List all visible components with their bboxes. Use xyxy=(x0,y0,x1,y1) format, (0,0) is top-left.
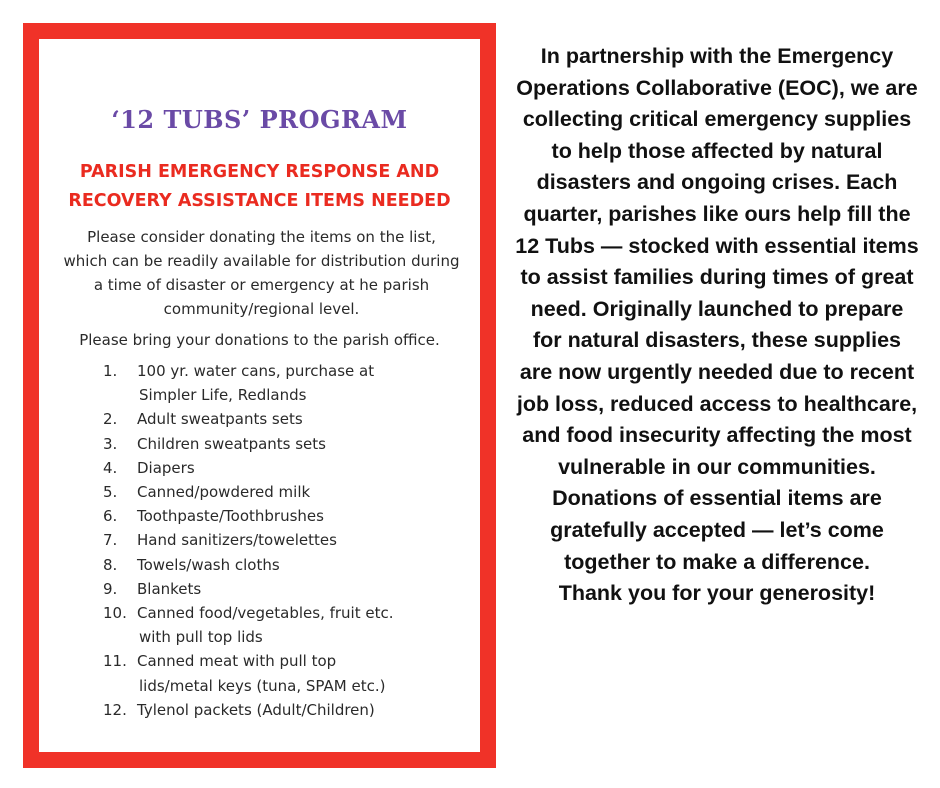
list-item xyxy=(39,601,437,649)
subtitle-line-1: PARISH EMERGENCY RESPONSE AND xyxy=(79,162,440,182)
item-number: 8. xyxy=(103,555,118,574)
message-body: In partnership with the Emergency Operations Collaborative (EOC), we are collecting critical emergency supplies to help those affected by natural disasters and ongoing crises. Each quarter, parishes like ours help fill the 12 Tubs — stocked with essential items to assist families during times of great need. Originally launched to prepare for natural disasters, these supplies are now urgently needed due to recent job loss, reduced access to healthcare, and food insecurity affecting the most vulnerable in our communities. Donations of essential items are gratefully accepted — let’s come together to make a difference. xyxy=(515,44,919,574)
partnership-message xyxy=(514,41,920,610)
item-text: Toothpaste/Toothbrushes xyxy=(137,507,324,526)
item-number: 11. xyxy=(103,652,127,671)
item-text: Towels/wash cloths xyxy=(137,555,280,574)
item-text: Canned meat with pull top xyxy=(137,652,337,671)
list-item xyxy=(39,359,437,407)
item-text: Blankets xyxy=(137,579,202,598)
item-text: 100 yr. water cans, purchase at xyxy=(137,362,375,380)
item-text: Canned/powdered milk xyxy=(137,483,311,502)
flyer-subtitle xyxy=(39,158,480,216)
list-item xyxy=(39,432,437,456)
item-number: 3. xyxy=(103,434,118,453)
list-item xyxy=(39,480,437,504)
list-item xyxy=(39,504,437,528)
item-number: 12. xyxy=(103,700,127,719)
item-text: Children sweatpants sets xyxy=(137,434,326,453)
item-number: 9. xyxy=(103,579,118,598)
item-text: Canned food/vegetables, fruit etc. xyxy=(137,604,394,623)
item-number: 1. xyxy=(103,362,118,380)
list-item xyxy=(39,649,437,697)
item-text-continued: Simpler Life, Redlands xyxy=(139,386,307,405)
list-item xyxy=(39,698,437,722)
item-number: 10. xyxy=(103,604,127,623)
item-number: 7. xyxy=(103,531,118,550)
list-item xyxy=(39,577,437,601)
thank-you-line: Thank you for your generosity! xyxy=(558,581,876,606)
items-needed-list xyxy=(39,359,437,722)
list-item xyxy=(39,456,437,480)
item-number: 6. xyxy=(103,507,118,526)
list-item xyxy=(39,553,437,577)
item-text: Tylenol packets (Adult/Children) xyxy=(137,700,375,719)
list-item xyxy=(39,528,437,552)
item-number: 5. xyxy=(103,483,118,502)
item-text: Hand sanitizers/towelettes xyxy=(137,531,337,550)
item-text-continued: with pull top lids xyxy=(139,628,263,647)
item-text-continued: lids/metal keys (tuna, SPAM etc.) xyxy=(139,676,386,695)
intro-paragraph: Please consider donating the items on the list, which can be readily available for distribution during a time of disaster or emergency at he parish community/regional level. xyxy=(63,228,460,318)
list-item xyxy=(39,407,437,431)
item-number: 4. xyxy=(103,458,118,477)
program-title: ‘12 TUBS’ PROGRAM xyxy=(111,105,408,134)
subtitle-line-2: RECOVERY ASSISTANCE ITEMS NEEDED xyxy=(68,191,451,211)
item-number: 2. xyxy=(103,410,118,429)
flyer-card xyxy=(39,39,480,752)
bring-donations-note: Please bring your donations to the parish office. xyxy=(79,331,440,349)
item-text: Adult sweatpants sets xyxy=(137,410,303,429)
flyer-frame xyxy=(23,23,496,768)
item-text: Diapers xyxy=(137,458,195,477)
